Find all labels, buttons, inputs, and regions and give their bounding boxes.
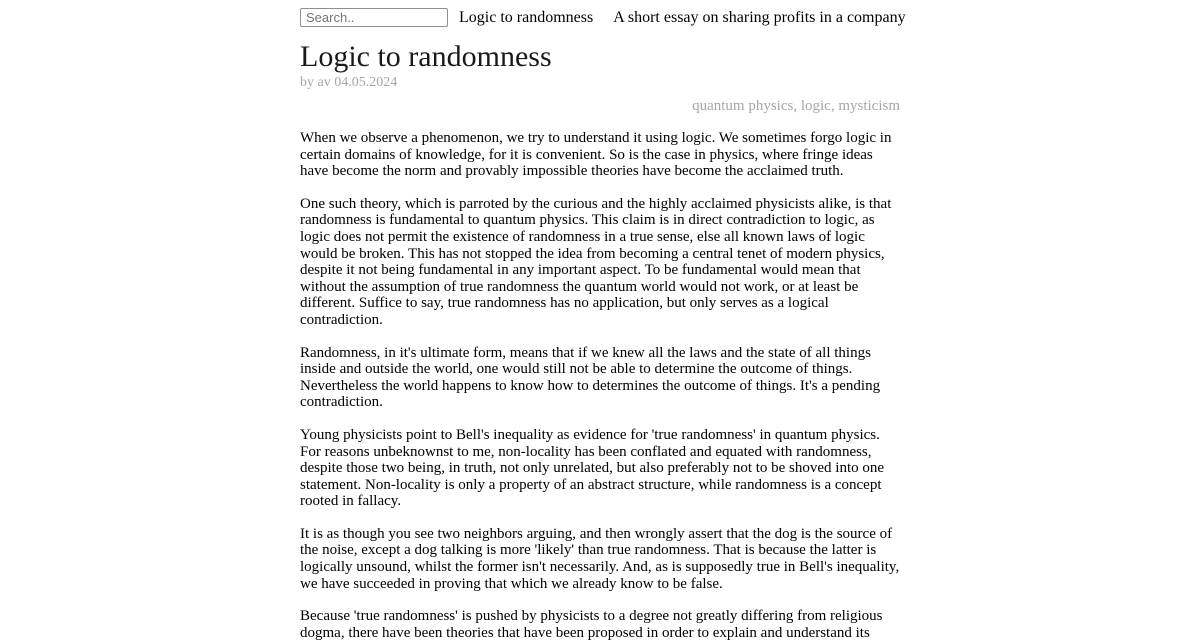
page-title: Logic to randomness — [300, 40, 552, 73]
paragraph-2: One such theory, which is parroted by the curious and the highly acclaimed physicists alike, is that randomness is fundamental to quantum physics. This claim is in direct contradiction to logic, as logic does not permit the existence of randomness in a true sense, else all known laws of logic would be broken. This has not stopped the idea from becoming a central tenet of modern physics, despite it not being fundamental in any important aspect. To be fundamental would mean that without the assumption of true randomness the quantum world would not work, or at least be different. Suffice to say, true randomness has no application, but only serves as a logical contradiction. — [300, 195, 892, 328]
paragraph-1: When we observe a phenomenon, we try to understand it using logic. We sometimes forgo logic in certain domains of knowledge, for it is convenient. So is the case in physics, where fringe ideas have become the norm and provably impossible theories have become the acclaimed truth. — [300, 130, 892, 180]
article — [300, 40, 900, 641]
byline: by av 04.05.2024 — [300, 75, 398, 90]
nav-link-logic-to-randomness[interactable]: Logic to randomness — [459, 8, 594, 26]
nav-link-short-essay[interactable]: A short essay on sharing profits in a company — [613, 8, 906, 26]
page-container — [300, 0, 906, 641]
topbar — [300, 8, 906, 27]
article-body — [300, 130, 900, 641]
tags-list: quantum physics, logic, mysticism — [692, 98, 900, 114]
paragraph-5: It is as though you see two neighbors arguing, and then wrongly assert that the dog is the source of the noise, except a dog talking is more 'likely' than true randomness. That is because the latter is logically unsound, whilst the former isn't necessarily. And, as is supposedly true in Bell's inequality, we have succeeded in proving that which we already know to be false. — [300, 525, 900, 592]
search-input[interactable] — [300, 8, 448, 27]
paragraph-4: Young physicists point to Bell's inequality as evidence for 'true randomness' in quantum physics. For reasons unbeknownst to me, non-locality has been conflated and equated with randomness, despite those two being, in truth, not only unrelated, but also preferably not to be shoved into one statement. Non-locality is only a property of an abstract structure, while randomness is a concept rooted in fallacy. — [300, 426, 885, 510]
paragraph-3: Randomness, in it's ultimate form, means that if we knew all the laws and the state of all things inside and outside the world, one would still not be able to determine the outcome of things. Nevertheless the world happens to know how to determines the outcome of things. It's a pending contradiction. — [300, 344, 881, 411]
paragraph-6: Because 'true randomness' is pushed by physicists to a degree not greatly differing from religious dogma, there have been theories that have been proposed in order to explain and understand its — [300, 608, 883, 641]
